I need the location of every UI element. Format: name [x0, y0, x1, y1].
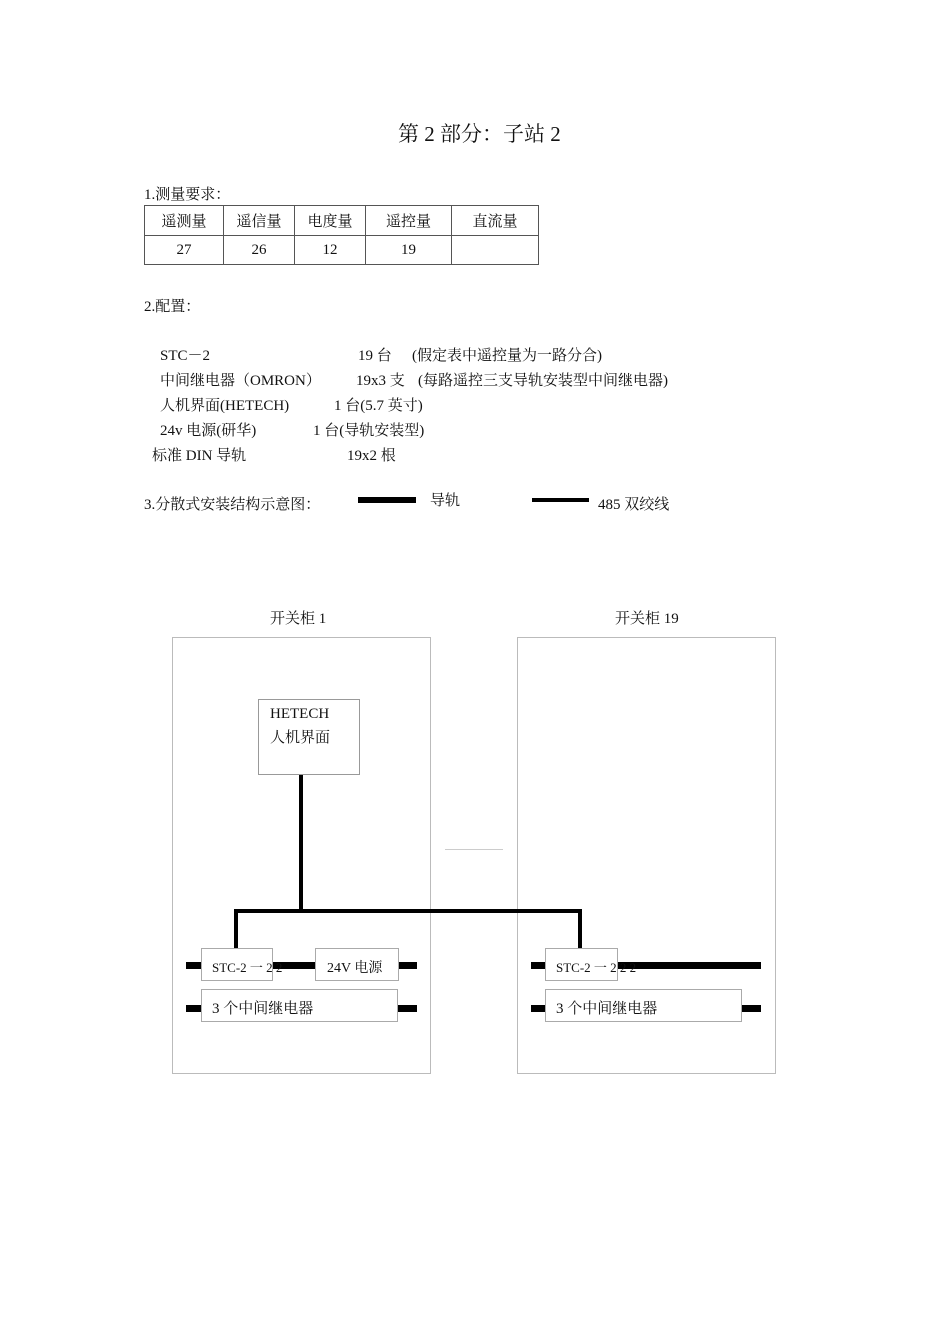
config-item-note: (假定表中遥控量为一路分合)	[412, 348, 602, 364]
cable-stc1-drop	[234, 909, 238, 949]
table-cell: 19	[366, 236, 452, 265]
table-row	[145, 236, 539, 265]
section3-heading: 3.分散式安装结构示意图：	[144, 497, 321, 513]
relay-label: 3 个中间继电器	[556, 1001, 658, 1017]
ellipsis-divider	[445, 849, 503, 850]
cabinet1-label: 开关柜 1	[270, 611, 327, 627]
table-cell	[452, 236, 539, 265]
table-header-cell: 遥信量	[224, 206, 295, 236]
section1-heading: 1.测量要求：	[144, 187, 231, 203]
hmi-label-line1: HETECH	[270, 706, 330, 722]
legend-rail-label: 导轨	[430, 493, 461, 509]
cabinet2-label: 开关柜 19	[615, 611, 679, 627]
config-item-name: 人机界面(HETECH)	[160, 398, 290, 414]
power-supply-label: 24V 电源	[327, 961, 383, 976]
section2-heading: 2.配置：	[144, 299, 201, 315]
legend-cable-swatch	[532, 498, 589, 502]
table-header-row	[145, 206, 539, 236]
hmi-label-line2: 人机界面	[270, 730, 331, 746]
cable-hmi-vertical	[299, 775, 303, 911]
config-item-qty: 1 台(5.7 英寸)	[334, 398, 423, 414]
config-item-qty: 1 台(导轨安装型)	[313, 423, 425, 439]
config-item-name: 标准 DIN 导轨	[152, 448, 247, 464]
table-header-cell: 直流量	[452, 206, 539, 236]
config-item-name: 24v 电源(研华)	[160, 423, 257, 439]
cable-horizontal	[234, 909, 582, 913]
config-item-qty: 19x2 根	[347, 448, 396, 464]
config-item-name: STC－2	[160, 348, 211, 364]
config-item-note: (每路遥控三支导轨安装型中间继电器)	[418, 373, 668, 389]
stc-module-label: STC-2 一 2 2 2	[556, 960, 637, 975]
table-cell: 27	[145, 236, 224, 265]
table-cell: 12	[295, 236, 366, 265]
table-header-cell: 电度量	[295, 206, 366, 236]
config-item-qty: 19 台	[358, 348, 392, 364]
page-title: 第 2 部分：子站 2	[398, 122, 561, 146]
measurement-table	[144, 205, 539, 265]
config-item-name: 中间继电器（OMRON）	[160, 373, 321, 389]
config-item-qty: 19x3 支	[356, 373, 405, 389]
stc-module-label: STC-2 一 2 2	[212, 960, 283, 975]
cable-stc2-drop	[578, 909, 582, 949]
legend-rail-swatch	[358, 497, 416, 503]
table-cell: 26	[224, 236, 295, 265]
table-header-cell: 遥测量	[145, 206, 224, 236]
table-header-cell: 遥控量	[366, 206, 452, 236]
relay-label: 3 个中间继电器	[212, 1001, 314, 1017]
legend-cable-label: 485 双绞线	[598, 497, 670, 513]
